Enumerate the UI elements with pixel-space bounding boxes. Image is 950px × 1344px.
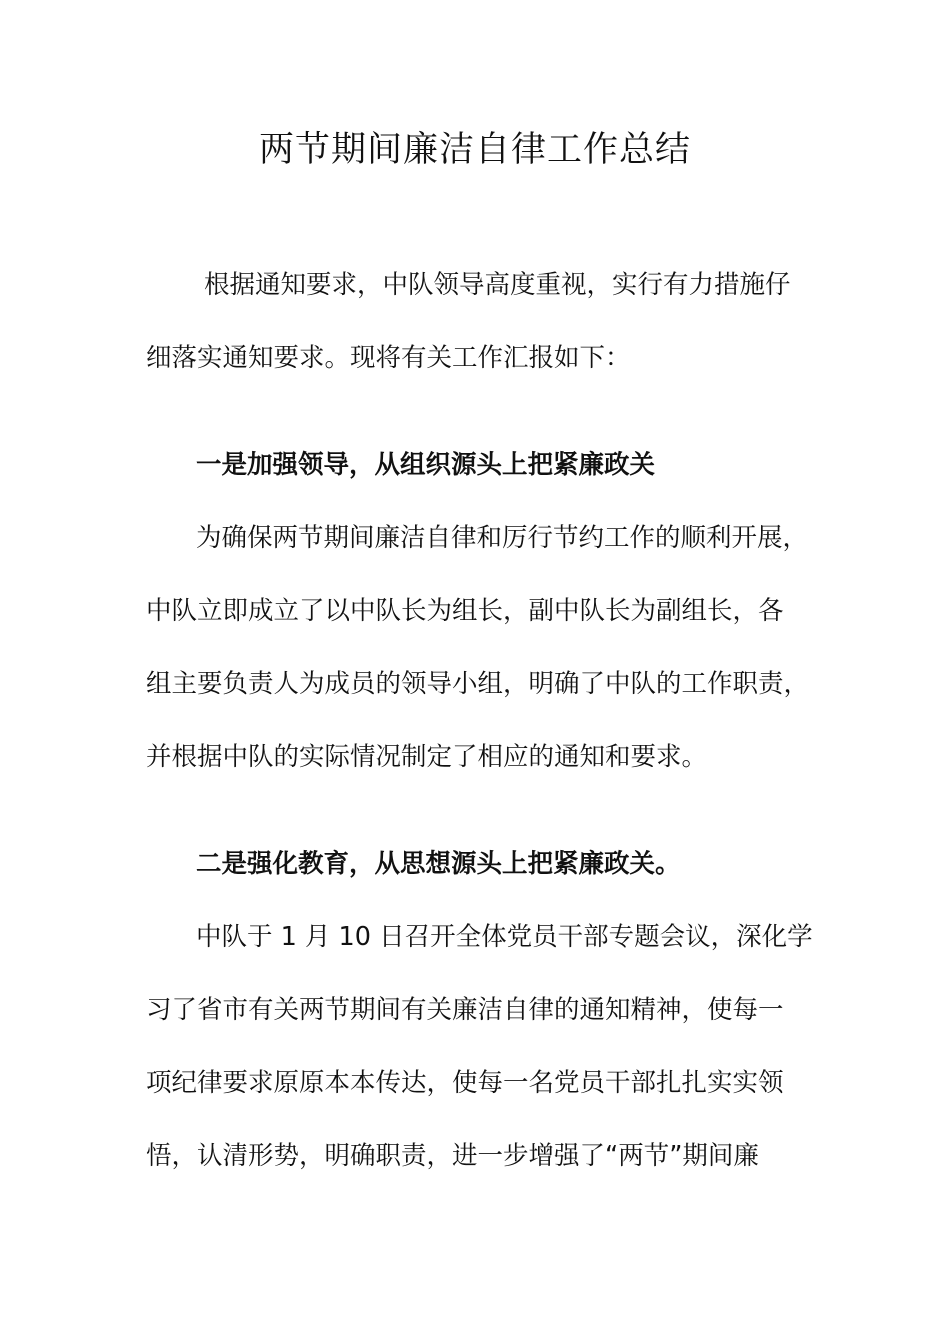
section-gap [146, 402, 806, 436]
section1-line-2: 中队立即成立了以中队长为组长，副中队长为副组长，各 [146, 596, 784, 626]
section2-line-3: 项纪律要求原原本本传达，使每一名党员干部扎扎实实领 [146, 1068, 784, 1098]
section1-line-4: 并根据中队的实际情况制定了相应的通知和要求。 [146, 742, 708, 772]
document-body [146, 256, 813, 1200]
section-gap [146, 801, 806, 835]
section1-line-3: 组主要负责人为成员的领导小组，明确了中队的工作职责， [146, 669, 810, 699]
section2-line-4: 悟，认清形势，明确职责，进一步增强了“两节”期间廉 [146, 1141, 759, 1171]
section2-line-1: 中队于 1 月 10 日召开全体党员干部专题会议，深化学 [196, 922, 813, 952]
intro-line-1: 根据通知要求，中队领导高度重视，实行有力措施仔 [204, 270, 791, 300]
intro-line-2: 细落实通知要求。现将有关工作汇报如下： [146, 343, 631, 373]
section2-heading: 二是强化教育，从思想源头上把紧廉政关。 [196, 849, 681, 879]
section1-line-1: 为确保两节期间廉洁自律和厉行节约工作的顺利开展， [196, 523, 809, 553]
section1-heading: 一是加强领导，从组织源头上把紧廉政关 [196, 450, 656, 480]
section2-line-2: 习了省市有关两节期间有关廉洁自律的通知精神，使每一 [146, 995, 784, 1025]
document-title: 两节期间廉洁自律工作总结 [258, 130, 691, 170]
